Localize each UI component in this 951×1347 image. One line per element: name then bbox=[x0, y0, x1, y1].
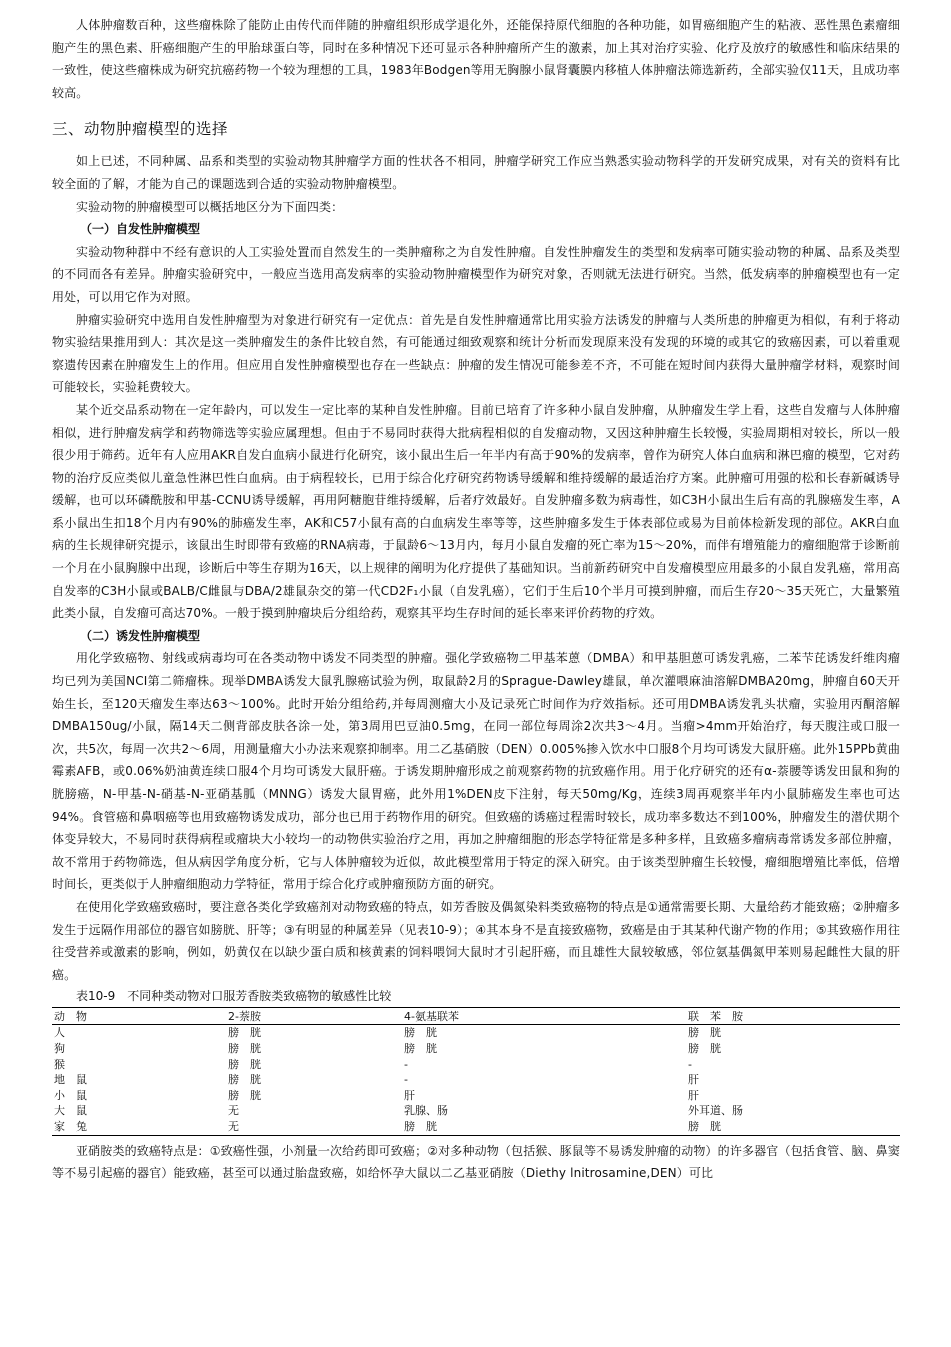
table-cell: 肝 bbox=[688, 1088, 699, 1102]
table-cell: 膀 胱 bbox=[228, 1073, 261, 1087]
table-row bbox=[52, 1088, 900, 1104]
table-cell: 狗 bbox=[54, 1041, 65, 1055]
subsection-title-induced: （二）诱发性肿瘤模型 bbox=[80, 628, 201, 643]
section-title: 三、动物肿瘤模型的选择 bbox=[52, 120, 229, 139]
column-header: 4-氨基联苯 bbox=[402, 1008, 686, 1025]
table-cell: 肝 bbox=[688, 1073, 699, 1087]
column-header: 2-萘胺 bbox=[226, 1008, 402, 1025]
paragraph: 在使用化学致癌致癌时，要注意各类化学致癌剂对动物致癌的特点，如芳香胺及偶氮染料类致癌物的特点是①通常需要长期、大量给药才能致癌；②肿瘤多发生于远隔作用部位的器官如膀胱、肝等；③有明显的种属差异（见表10-9）；④其本身不是直接致癌物，致癌是由于其某种代谢产物的作用；⑤其致癌作用往往受营养或激素的影响，例如，奶黄仅在以缺少蛋白质和核黄素的饲料喂饲大鼠时才引起肝癌，而且雄性大鼠较敏感，邻位氨基偶氮甲苯则易起雌性大鼠的肝癌。 bbox=[52, 899, 900, 982]
table-cell: 肝 bbox=[404, 1088, 415, 1102]
table-caption: 表10-9 不同种类动物对口服芳香胺类致癌物的敏感性比较 bbox=[76, 989, 392, 1004]
table-row bbox=[52, 1057, 900, 1073]
document-page bbox=[52, 14, 900, 1185]
intro-paragraph: 人体肿瘤数百种，这些瘤株除了能防止由传代而伴随的肿瘤组织形成学退化外，还能保持原代细胞的各种功能，如胃癌细胞产生的粘液、恶性黑色素瘤细胞产生的黑色素、肝癌细胞产生的甲胎球蛋白等，同时在多种情况下还可显示各种肿瘤所产生的激素，加上其对治疗实验、化疗及放疗的敏感性和临床结果的一致性，使这些瘤株成为研究抗癌药物一个较为理想的工具，1983年Bodgen等用无胸腺小鼠肾囊膜内移植人体肿瘤法筛选新药，全部实验仅11天，且成功率较高。 bbox=[52, 18, 900, 100]
table-row bbox=[52, 1119, 900, 1135]
table-cell: 膀 胱 bbox=[688, 1041, 721, 1055]
table-cell: - bbox=[688, 1057, 692, 1071]
table-header-row bbox=[52, 1008, 900, 1025]
paragraph: 实验动物种群中不经有意识的人工实验处置而自然发生的一类肿瘤称之为自发性肿瘤。自发性肿瘤发生的类型和发病率可随实验动物的种属、品系及类型的不同而各有差异。肿瘤实验研究中，一般应当选用高发病率的实验动物肿瘤模型作为研究对象，否则就无法进行研究。当然，低发病率的肿瘤模型也有一定用处，可以用它作为对照。 bbox=[52, 244, 900, 304]
table-cell: - bbox=[404, 1057, 408, 1071]
table-row bbox=[52, 1072, 900, 1088]
table-cell: 乳腺、肠 bbox=[404, 1104, 448, 1118]
table-cell: 家 兔 bbox=[52, 1119, 226, 1135]
paragraph: 如上已述，不同种属、品系和类型的实验动物其肿瘤学方面的性状各不相同，肿瘤学研究工作应当熟悉实验动物科学的开发研究成果，对有关的资料有比较全面的了解，才能为自己的课题选到合适的实验动物肿瘤模型。 bbox=[52, 154, 900, 191]
table-row bbox=[52, 1103, 900, 1119]
table-cell: 膀 胱 bbox=[402, 1119, 686, 1135]
table-cell: 膀 胱 bbox=[404, 1026, 437, 1040]
table-cell: 地 鼠 bbox=[54, 1073, 87, 1087]
table-cell: 膀 胱 bbox=[404, 1041, 437, 1055]
table-cell: 人 bbox=[54, 1026, 65, 1040]
table-cell: 膀 胱 bbox=[228, 1088, 261, 1102]
table-cell: 猴 bbox=[54, 1057, 65, 1071]
column-header: 动 物 bbox=[52, 1008, 226, 1025]
table-cell: 膀 胱 bbox=[688, 1026, 721, 1040]
table-row bbox=[52, 1025, 900, 1041]
table-row bbox=[52, 1041, 900, 1057]
table-cell: 外耳道、肠 bbox=[688, 1104, 743, 1118]
table-cell: - bbox=[404, 1073, 408, 1087]
paragraph: 用化学致癌物、射线或病毒均可在各类动物中诱发不同类型的肿瘤。强化学致癌物二甲基苯蒽（DMBA）和甲基胆蒽可诱发乳癌，二苯芐芘诱发纤维肉瘤均已列为美国NCI第二筛瘤株。现举DMBA诱发大鼠乳腺癌试验为例，取鼠龄2月的Sprague-Dawley雄鼠，单次灌喂麻油溶解DMBA20mg，肿瘤自60天开始生长，至120天瘤发生率达63～100%。此时开始分组给药,并每周测瘤大小及记录死亡时间作为疗效指标。还可用DMBA诱发乳头状瘤，实验用丙酮溶解DMBA150ug/小鼠，隔14天二侧背部皮肤各涂一处，第3周用巴豆油0.5mg，在同一部位每周涂2次共3～4月。当瘤>4mm开始治疗，每天腹注或口服一次，共5次，每周一次共2～6周，用测量瘤大小办法来观察抑制率。用二乙基硝胺（DEN）0.005%掺入饮水中口服8个月均可诱发大鼠肝癌。此外15PPb黄曲霉素AFB，或0.06%奶油黄连续口服4个月均可诱发大鼠肝癌。于诱发期肿瘤形成之前观察药物的抗致癌作用。用于化疗研究的还有α-萘腰等诱发田鼠和狗的胱膀癌，N-甲基-N-硝基-N-亚硝基胍（MNNG）诱发大鼠胃癌，此外用1%DEN皮下注射，每天50mg/Kg，连续3周再观察半年内小鼠肺癌发生率也可达94%。食管癌和鼻咽癌等也用致癌物诱发成功，部分也已用于药物作用的研究。但致癌的诱癌过程需时较长，成功率多数达不到100%，肿瘤发生的潜伏期个体变异较大，不易同时获得病程或瘤块大小较均一的动物供实验治疗之用，再加之肿瘤细胞的形态学特征常是多种多样，且致癌多瘤病毒常诱发多部位肿瘤，故不常用于药物筛选，但从病因学角度分析，它与人体肿瘤较为近似，故此模型常用于特定的深入研究。由于该类型肿瘤生长较慢，瘤细胞增殖比率低，倍增时间长，更类似于人肿瘤细胞动力学特征，常用于综合化疗或肿瘤预防方面的研究。 bbox=[52, 651, 900, 892]
table-cell: 膀 胱 bbox=[228, 1041, 261, 1055]
sensitivity-table bbox=[52, 1007, 900, 1135]
paragraph: 亚硝胺类的致癌特点是：①致癌性强，小剂量一次给药即可致癌；②对多种动物（包括猴、豚鼠等不易诱发肿瘤的动物）的许多器官（包括食管、脑、鼻窦等不易引起癌的器官）能致癌，甚至可以通过胎盘致癌，如给怀孕大鼠以二乙基亚硝胺（Diethy lnitrosamine,DEN）可比 bbox=[52, 1143, 900, 1181]
table-cell: 无 bbox=[226, 1119, 402, 1135]
table-cell: 膀 胱 bbox=[228, 1026, 261, 1040]
table-cell: 小 鼠 bbox=[54, 1088, 87, 1102]
table-cell: 膀 胱 bbox=[686, 1119, 900, 1135]
subsection-title-spontaneous: （一）自发性肿瘤模型 bbox=[80, 222, 201, 237]
column-header: 联 苯 胺 bbox=[686, 1008, 900, 1025]
paragraph: 肿瘤实验研究中选用自发性肿瘤型为对象进行研究有一定优点：首先是自发性肿瘤通常比用实验方法诱发的肿瘤与人类所患的肿瘤更为相似，有利于将动物实验结果推用到人：其次是这一类肿瘤发生的条件比较自然，有可能通过细致观察和统计分析而发现原来没有发现的环境的或其它的致癌因素，可以着重观察遗传因素在肿瘤发生上的作用。但应用自发性肿瘤模型也存在一些缺点：肿瘤的发生情况可能参差不齐，不可能在短时间内获得大量肿瘤学材料，观察时间可能较长，实验耗费较大。 bbox=[52, 312, 900, 395]
table-cell: 无 bbox=[228, 1104, 239, 1118]
table-cell: 膀 胱 bbox=[228, 1057, 261, 1071]
paragraph: 某个近交品系动物在一定年龄内，可以发生一定比率的某种自发性肿瘤。目前已培育了许多种小鼠自发肿瘤，从肿瘤发生学上看，这些自发瘤与人体肿瘤相似，进行肿瘤发病学和药物筛选等实验应属理想。但由于不易同时获得大批病程相似的自发瘤动物，又因这种肿瘤生长较慢，实验周期相对较长，所以一般很少用于筛药。近年有人应用AKR自发白血病小鼠进行化研究，该小鼠出生后一年半内有高于90%的发病率，曾作为研究人体白血病和淋巴瘤的模型，它对药物的治疗反应类似儿童急性淋巴性白血病。由于病程较长，已用于综合化疗研究药物诱导缓解和维持缓解的最适治疗方案。此肿瘤可用强的松和长春新碱诱导缓解，也可以环磷酰胺和甲基-CCNU诱导缓解，再用阿糖胞苷维持缓解，后者疗效最好。自发肿瘤多数为病毒性，如C3H小鼠出生后有高的乳腺癌发生率，A系小鼠出生扣18个月内有90%的肺癌发生率，AK和C57小鼠有高的白血病发生率等等，这些肿瘤多发生于体表部位或易为目前体检新发现的部位。AKR白血病的生长规律研究提示，该鼠出生时即带有致癌的RNA病毒，于鼠龄6～13月内，每月小鼠自发瘤的死亡率为15～20%，而伴有增殖能力的瘤细胞常于诊断前一个月在小鼠胸腺中出现，诊断后中等生存期为16天，以上规律的阐明为化疗提供了基础知识。当前新药研究中自发瘤模型应用最多的小鼠自发乳癌，常用高自发率的C3H小鼠或BALB/C雌鼠与DBA/2雄鼠杂交的第一代CD2F₁小鼠（自发乳癌），它们于生后10个半月可摸到肿瘤，而后生存20～35天死亡，大量繁殖此类小鼠，自发瘤可高达70%。一般于摸到肿瘤块后分组给药，观察其平均生存时间的延长率来评价药物的疗效。 bbox=[52, 402, 900, 621]
table-cell: 大 鼠 bbox=[54, 1104, 87, 1118]
paragraph: 实验动物的肿瘤模型可以概括地区分为下面四类： bbox=[76, 199, 344, 214]
